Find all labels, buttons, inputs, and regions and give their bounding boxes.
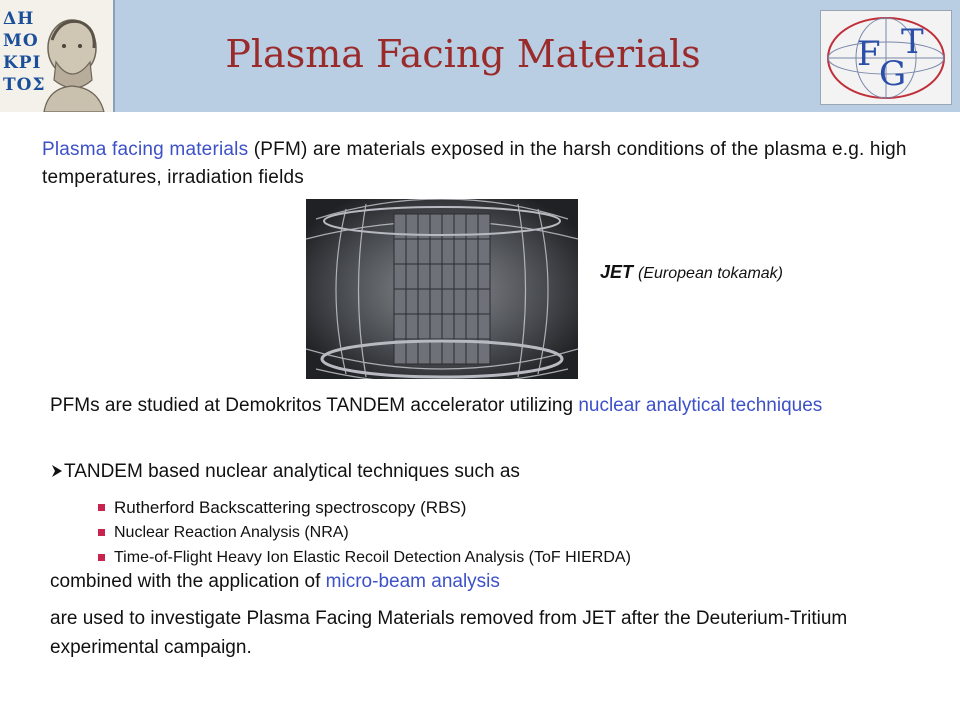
demokritos-logo-letters (3, 8, 45, 96)
square-bullet-icon (98, 504, 105, 511)
combined-text: combined with the application of (50, 571, 326, 592)
technique-label: Rutherford Backscattering spectroscopy (RBS) (114, 498, 467, 517)
conclusion-paragraph: are used to investigate Plasma Facing Materials removed from JET after the Deuterium-Tritium experimental campaign. (50, 608, 848, 658)
pfm-term: Plasma facing materials (42, 139, 249, 160)
slide-title: Plasma Facing Materials (225, 32, 701, 76)
jet-tokamak-photo (306, 199, 578, 379)
study-paragraph (50, 392, 920, 420)
square-bullet-icon (98, 554, 105, 561)
study-highlight: nuclear analytical techniques (578, 395, 823, 416)
combined-highlight: micro-beam analysis (325, 571, 500, 592)
main-bullet (50, 461, 520, 483)
techniques-list (98, 495, 631, 570)
title-bar (0, 0, 960, 112)
list-item (98, 545, 631, 570)
intro-text: (PFM) are materials exposed in the harsh conditions of the plasma e.g. high temperatures, irradiation fields (42, 139, 907, 188)
caption-detail: (European tokamak) (638, 265, 783, 282)
svg-text:T: T (901, 22, 924, 62)
list-item (98, 520, 631, 545)
study-text: PFMs are studied at Demokritos TANDEM accelerator utilizing (50, 395, 579, 416)
intro-paragraph (42, 136, 932, 192)
logo-letter-line: ΚΡΙ (3, 53, 42, 73)
svg-text:F: F (857, 34, 881, 74)
globe-icon (821, 11, 951, 104)
technique-label: Nuclear Reaction Analysis (NRA) (114, 524, 349, 541)
photo-caption (600, 262, 783, 283)
demokritos-logo (0, 0, 115, 112)
main-bullet-text: TANDEM based nuclear analytical techniques such as (64, 461, 520, 482)
svg-text:G: G (879, 54, 907, 94)
list-item (98, 495, 631, 520)
fgt-logo (820, 10, 952, 105)
logo-letter-line: ΔΗ (3, 9, 35, 29)
logo-letter-line: ΜΟ (3, 31, 39, 51)
logo-letter-line: ΤΟΣ (3, 75, 46, 95)
combined-line (50, 571, 500, 593)
arrow-bullet-icon (50, 464, 64, 478)
caption-name: JET (600, 262, 634, 282)
square-bullet-icon (98, 529, 105, 536)
technique-label: Time-of-Flight Heavy Ion Elastic Recoil Detection Analysis (ToF HIERDA) (114, 549, 631, 566)
